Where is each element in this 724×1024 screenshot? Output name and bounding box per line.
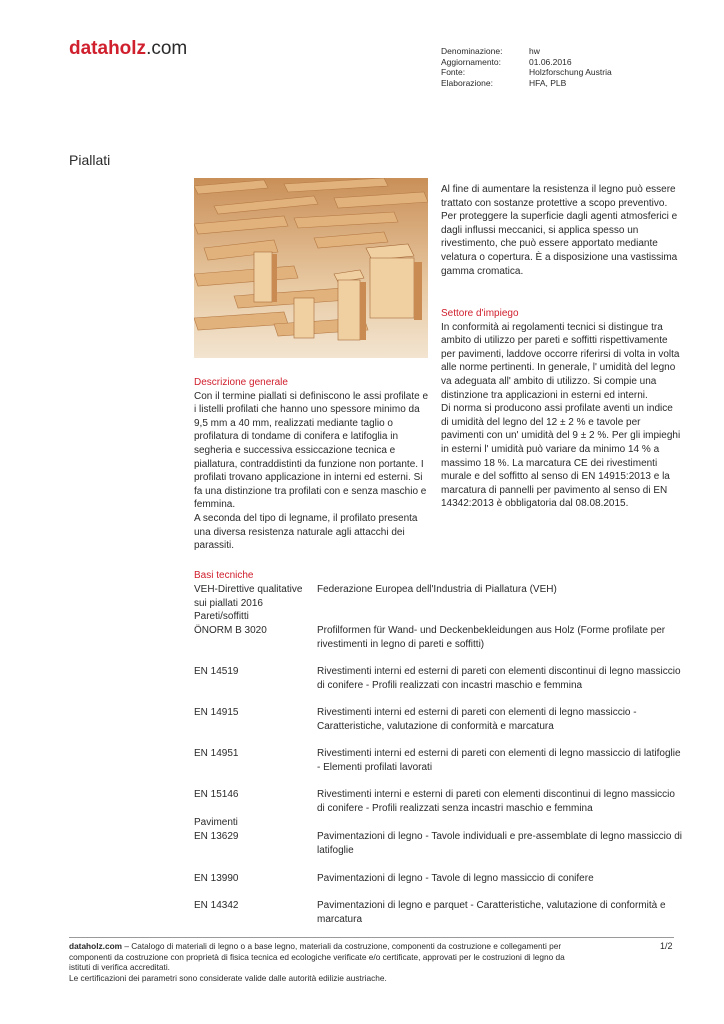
meta-label: Aggiornamento: (441, 56, 502, 67)
dataholz-logo[interactable] (69, 38, 187, 60)
standard-code: EN 13629 (194, 831, 239, 842)
logo-brand: dataholz (69, 38, 147, 59)
footer-brand-link[interactable]: dataholz.com (69, 941, 123, 951)
meta-label: Fonte: (441, 67, 466, 77)
meta-label: Elaborazione: (441, 77, 493, 88)
meta-row (441, 78, 612, 89)
standard-description: Federazione Europea dell'Industria di Piallatura (VEH) (317, 584, 557, 595)
settore-paragraph: In conformità ai regolamenti tecnici si distingue tra ambito di utilizzo per pareti e soffitti rispettivamente per pavimenti, laddove occorre riferirsi di volta in volta alle norme pertinenti. In generale, l' umidità del legno va adeguata all' ambito di utilizzo. Si compie una distinzione tra applicazioni in esterni ed interni. (441, 321, 680, 401)
meta-value: 01.06.2016 (529, 56, 572, 67)
standard-description: Rivestimenti interni ed esterni di pareti con elementi di legno massiccio di latifoglie - Elementi profilati lavorati (317, 748, 681, 773)
basi-tecniche-section (194, 569, 684, 925)
footer-text: – Catalogo di materiali di legno o a base legno, materiali da costruzione, componenti da costruzione e collegamenti per componenti da costruzione con proprietà di fisica tecnica ed ecologiche verificate e/o certificate, approvati per le costruzioni di legno da istituti di verifica accreditati. (69, 941, 565, 972)
planed-wood-photo (194, 178, 428, 358)
standard-description: Rivestimenti interni ed esterni di pareti con elementi discontinui di legno massiccio di conifere - Profili realizzati con incastri maschio e femmina (317, 666, 681, 691)
settore-section (441, 307, 683, 511)
standard-description: Rivestimenti interni ed esterni di pareti con elementi di legno massiccio - Caratteristiche, valutazione di conformità e marcatura (317, 707, 637, 732)
footer-note: Le certificazioni dei parametri sono considerate valide dalle autorità edilizie austriache. (69, 972, 387, 983)
descrizione-heading: Descrizione generale (194, 377, 288, 388)
standard-code: EN 14951 (194, 748, 239, 759)
page-title: Piallati (69, 152, 111, 168)
meta-row (441, 46, 612, 57)
meta-row (441, 57, 612, 68)
standard-code: EN 14342 (194, 900, 239, 911)
standard-description: Pavimentazioni di legno - Tavole individuali e pre-assemblate di legno massiccio di latifoglie (317, 831, 683, 856)
standard-code: EN 15146 (194, 789, 239, 800)
settore-paragraph: Di norma si producono assi profilate aventi un indice di umidità del legno del 12 ± 2 % e tavole per pavimenti con un' umidità del 9 ± 2 %. Per gli impieghi in esterni l' umidità può variare da minimo 14 % a massimo 18 %. La marcatura CE dei rivestimenti murale e del soffitto al senso di EN 14915:2013 e la marcatura di pannelli per pavimento al senso di EN 14342:2013 è obbligatoria dal 08.08.2015. (441, 403, 681, 510)
meta-label: Denominazione: (441, 46, 503, 56)
meta-value: hw (529, 46, 540, 56)
descrizione-paragraph: A seconda del tipo di legname, il profilato presenta una diversa resistenza naturale agli attacchi dei parassiti. (194, 512, 418, 552)
standard-description: Pavimentazioni di legno - Tavole di legno massiccio di conifere (317, 873, 594, 884)
meta-value: Holzforschung Austria (529, 67, 612, 77)
standard-code: EN 14519 (194, 666, 239, 677)
category-label: Pavimenti (194, 817, 238, 828)
standard-description: Pavimentazioni di legno e parquet - Caratteristiche, valutazione di conformità e marcatura (317, 900, 666, 925)
logo-suffix: .com (146, 38, 188, 59)
footer (69, 941, 569, 983)
standard-code: EN 14915 (194, 707, 239, 718)
category-label: Pareti/soffitti (194, 611, 249, 622)
document-meta (441, 46, 612, 88)
footer-divider (69, 937, 674, 938)
standard-code: ÖNORM B 3020 (194, 625, 267, 636)
settore-heading: Settore d'impiego (441, 308, 519, 319)
standard-code: VEH-Direttive qualitative sui piallati 2016 (194, 584, 303, 609)
standard-description: Rivestimenti interni e esterni di pareti con elementi discontinui di legno massiccio di conifere - Profili realizzati senza incastri maschio e femmina (317, 789, 675, 814)
meta-row (441, 67, 612, 78)
descrizione-paragraph: Con il termine piallati si definiscono le assi profilate e i listelli profilati che hanno uno spessore minimo da 9,5 mm a 40 mm, realizzati mediante taglio o profilatura di tondame di conifera e latifoglia in segheria e successiva essiccazione tecnica e piallatura, contraddistinti da funzione non portante. I profilati trovano applicazione in interni ed esterni. Si fa una distinzione tra profilati con e senza maschio e femmina. (194, 390, 429, 511)
intro-paragraph: Al fine di aumentare la resistenza il legno può essere trattato con sostanze protettive a scopo preventivo. Per proteggere la superficie dagli agenti atmosferici e dagli influssi meccanici, si applica spesso un rivestimento, che può essere apportato mediante velatura o copertura. È a disposizione una vastissima gamma cromatica. (441, 184, 678, 277)
standard-code: EN 13990 (194, 873, 239, 884)
meta-value: HFA, PLB (529, 77, 567, 88)
standard-description: Profilformen für Wand- und Deckenbekleidungen aus Holz (Forme profilate per rivestimenti in legno di pareti e soffitti) (317, 625, 666, 650)
page-number: 1/2 (660, 941, 673, 951)
basi-heading: Basi tecniche (194, 570, 254, 581)
descrizione-section (194, 376, 431, 553)
